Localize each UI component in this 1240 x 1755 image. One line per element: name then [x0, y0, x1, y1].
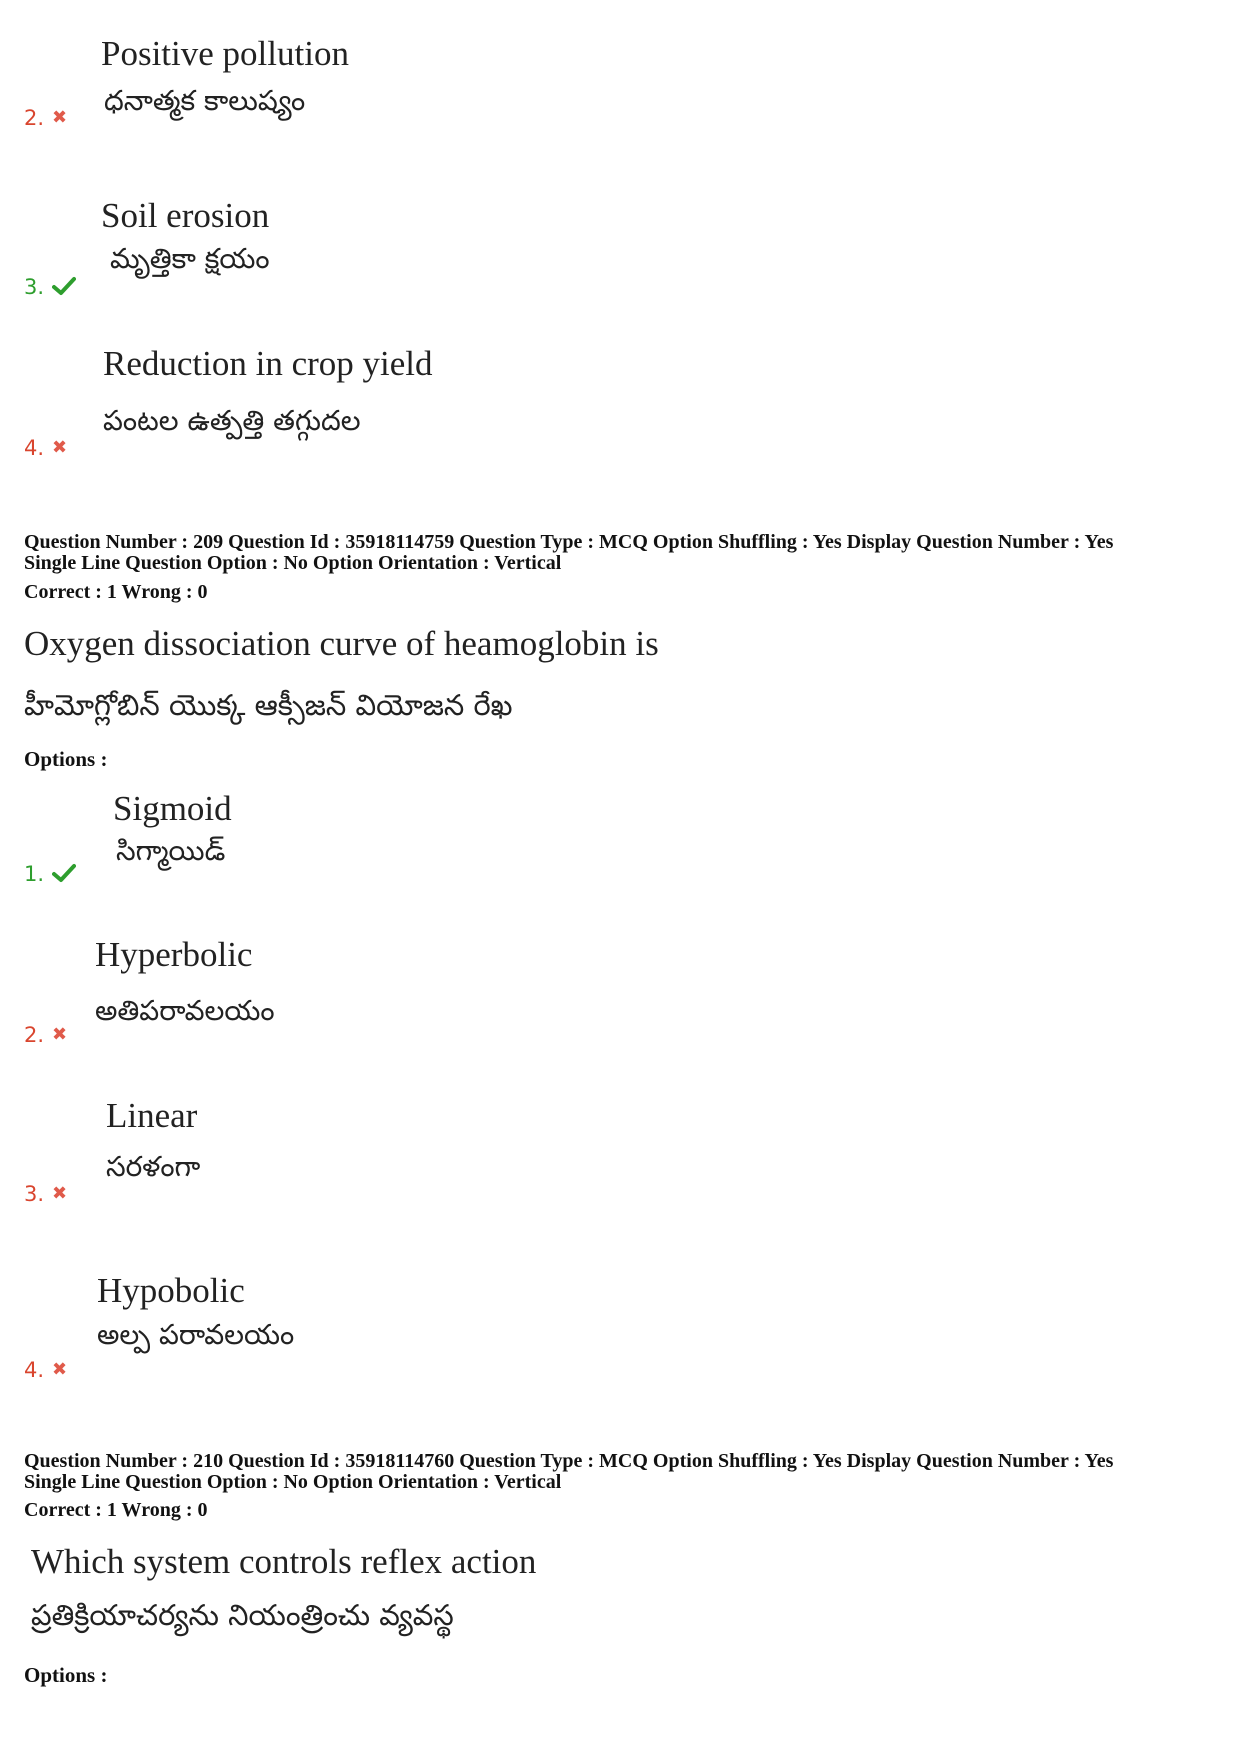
option-number: 4. — [24, 1358, 45, 1382]
option-number: 1. — [24, 862, 45, 886]
question-209-text-telugu: హీమోగ్లోబిన్ యొక్క ఆక్సీజన్ వియోజన రేఖ — [24, 688, 513, 722]
question-210-meta-line-2: Single Line Question Option : No Option Orientation : Vertical — [24, 1471, 562, 1493]
q209-option-2-marker — [24, 1023, 67, 1047]
question-210-text-english: Which system controls reflex action — [31, 1542, 537, 1581]
q209-option-3-marker — [24, 1182, 67, 1206]
question-210-meta-line-1: Question Number : 210 Question Id : 35918114760 Question Type : MCQ Option Shuffling : Yes Display Question Number : Yes — [24, 1450, 1114, 1472]
wrong-cross-icon: ✖ — [52, 437, 68, 458]
wrong-cross-icon: ✖ — [52, 1183, 68, 1204]
q209-option-4-english: Hypobolic — [97, 1271, 245, 1310]
q209-option-4-marker — [24, 1358, 67, 1382]
q209-option-2-telugu: అతిపరావలయం — [95, 994, 275, 1027]
option-number: 2. — [24, 106, 45, 130]
question-210-text-telugu: ప్రతిక్రియాచర్యను నియంత్రించు వ్యవస్థ — [31, 1598, 454, 1632]
question-210-options-label: Options : — [24, 1663, 108, 1687]
option-number: 2. — [24, 1023, 45, 1047]
option-2-english: Positive pollution — [101, 34, 349, 73]
q209-option-1-marker — [24, 862, 76, 888]
correct-check-icon — [52, 276, 76, 301]
question-210-score: Correct : 1 Wrong : 0 — [24, 1499, 208, 1521]
wrong-cross-icon: ✖ — [52, 107, 68, 128]
q209-option-3-english: Linear — [106, 1096, 198, 1135]
q209-option-1-telugu: సిగ్మాయిడ్ — [116, 834, 226, 867]
q209-option-3-telugu: సరళంగా — [106, 1150, 201, 1183]
option-2-marker — [24, 106, 67, 130]
option-4-telugu: పంటల ఉత్పత్తి తగ్గుదల — [103, 404, 361, 437]
question-209-meta-line-1: Question Number : 209 Question Id : 35918114759 Question Type : MCQ Option Shuffling : Yes Display Question Number : Yes — [24, 531, 1114, 553]
option-2-telugu: ధనాత్మక కాలుష్యం — [104, 84, 306, 117]
question-209-meta-line-2: Single Line Question Option : No Option Orientation : Vertical — [24, 552, 562, 574]
q209-option-4-telugu: అల్ప పరావలయం — [97, 1318, 295, 1351]
question-209-score: Correct : 1 Wrong : 0 — [24, 581, 208, 603]
option-number: 4. — [24, 436, 45, 460]
option-3-english: Soil erosion — [101, 196, 270, 235]
option-4-marker — [24, 436, 67, 460]
question-209-text-english: Oxygen dissociation curve of heamoglobin is — [24, 624, 659, 663]
q209-option-1-english: Sigmoid — [113, 789, 232, 828]
option-4-english: Reduction in crop yield — [103, 344, 433, 383]
wrong-cross-icon: ✖ — [52, 1359, 68, 1380]
option-number: 3. — [24, 275, 45, 299]
q209-option-2-english: Hyperbolic — [95, 935, 253, 974]
option-3-marker — [24, 275, 76, 301]
question-209-options-label: Options : — [24, 747, 108, 771]
option-3-telugu: మృత్తికా క్షయం — [110, 242, 270, 275]
wrong-cross-icon: ✖ — [52, 1024, 68, 1045]
option-number: 3. — [24, 1182, 45, 1206]
correct-check-icon — [52, 863, 76, 888]
